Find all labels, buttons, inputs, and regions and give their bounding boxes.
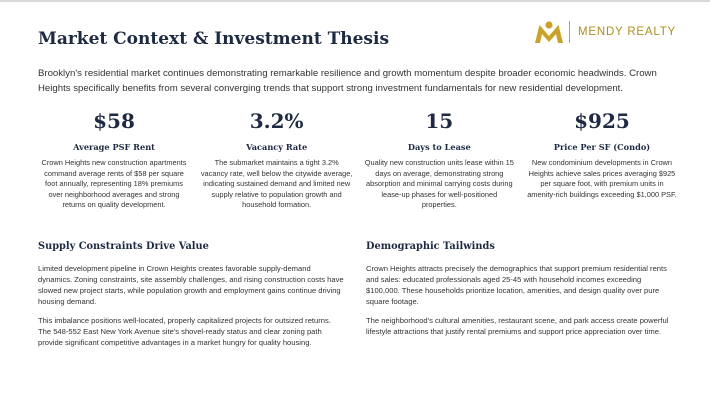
stat-vacancy-rate xyxy=(201,108,353,211)
stat-description: The submarket maintains a tight 3.2% vacancy rate, well below the citywide average, indicating sustained demand and limited new supply relative to population growth and household formation. xyxy=(200,158,353,210)
page-title: Market Context & Investment Thesis xyxy=(38,29,390,49)
logo-text: MENDY REALTY xyxy=(578,26,677,38)
stat-description: Quality new construction units lease within 15 days on average, demonstrating strong absorption and minimal carrying costs during lease-up phases for well-positioned properties. xyxy=(364,158,514,210)
logo-divider xyxy=(569,21,570,43)
section-paragraph: The neighborhood's cultural amenities, restaurant scene, and park access create powerful lifestyle attractions that justify rental premiums and support price appreciation over time. xyxy=(366,316,669,336)
section-heading: Demographic Tailwinds xyxy=(366,241,495,252)
stat-price-per-sf-condo xyxy=(526,108,678,211)
stat-value: 3.2% xyxy=(249,109,304,133)
mendy-realty-logo-mark-icon xyxy=(535,21,563,43)
section-paragraph: This imbalance positions well-located, properly capitalized projects for outsized returns. The 548-552 East New York Avenue site's shovel-ready status and clear zoning path provide significant competitive advantages in a market hungry for quality housing. xyxy=(38,316,331,347)
section-heading: Supply Constraints Drive Value xyxy=(38,241,209,252)
stats-row xyxy=(38,108,678,211)
stat-value: 15 xyxy=(425,109,454,133)
stat-description: New condominium developments in Crown Heights achieve sales prices averaging $925 per square foot, with premium units in amenity-rich buildings exceeding $1,000 PSF. xyxy=(527,158,677,199)
stat-label: Days to Lease xyxy=(407,142,471,152)
demographic-tailwinds-section xyxy=(366,240,672,337)
stat-value: $925 xyxy=(574,109,630,133)
stat-average-psf-rent xyxy=(38,108,190,211)
intro-paragraph: Brooklyn's residential market continues demonstrating remarkable resilience and growth momentum despite broader economic headwinds. Crown Heights specifically benefits from several converging trends that support strong investment fundamentals for new residential development. xyxy=(38,68,657,94)
stat-label: Price Per SF (Condo) xyxy=(553,142,651,152)
stat-label: Average PSF Rent xyxy=(73,142,155,152)
supply-constraints-section xyxy=(38,240,344,348)
stat-days-to-lease xyxy=(363,108,515,211)
section-paragraph: Limited development pipeline in Crown Heights creates favorable supply-demand dynamics. Zoning constraints, site assembly challenges, and rising construction costs have slowed new project starts, while population growth and employment gains continue driving housing demand. xyxy=(38,264,344,306)
section-paragraph: Crown Heights attracts precisely the demographics that support premium residential rents and sales: educated professionals aged 25-45 with household incomes exceeding $100,000. These households prioritize location, amenities, and design quality over pure square footage. xyxy=(366,264,667,306)
company-logo xyxy=(535,20,676,44)
top-border xyxy=(0,0,710,2)
stat-label: Vacancy Rate xyxy=(246,142,308,152)
stat-value: $58 xyxy=(93,109,135,133)
stat-description: Crown Heights new construction apartments command average rents of $58 per square foot annually, representing 18% premiums over neighborhood averages and strong returns on quality development. xyxy=(41,158,187,210)
